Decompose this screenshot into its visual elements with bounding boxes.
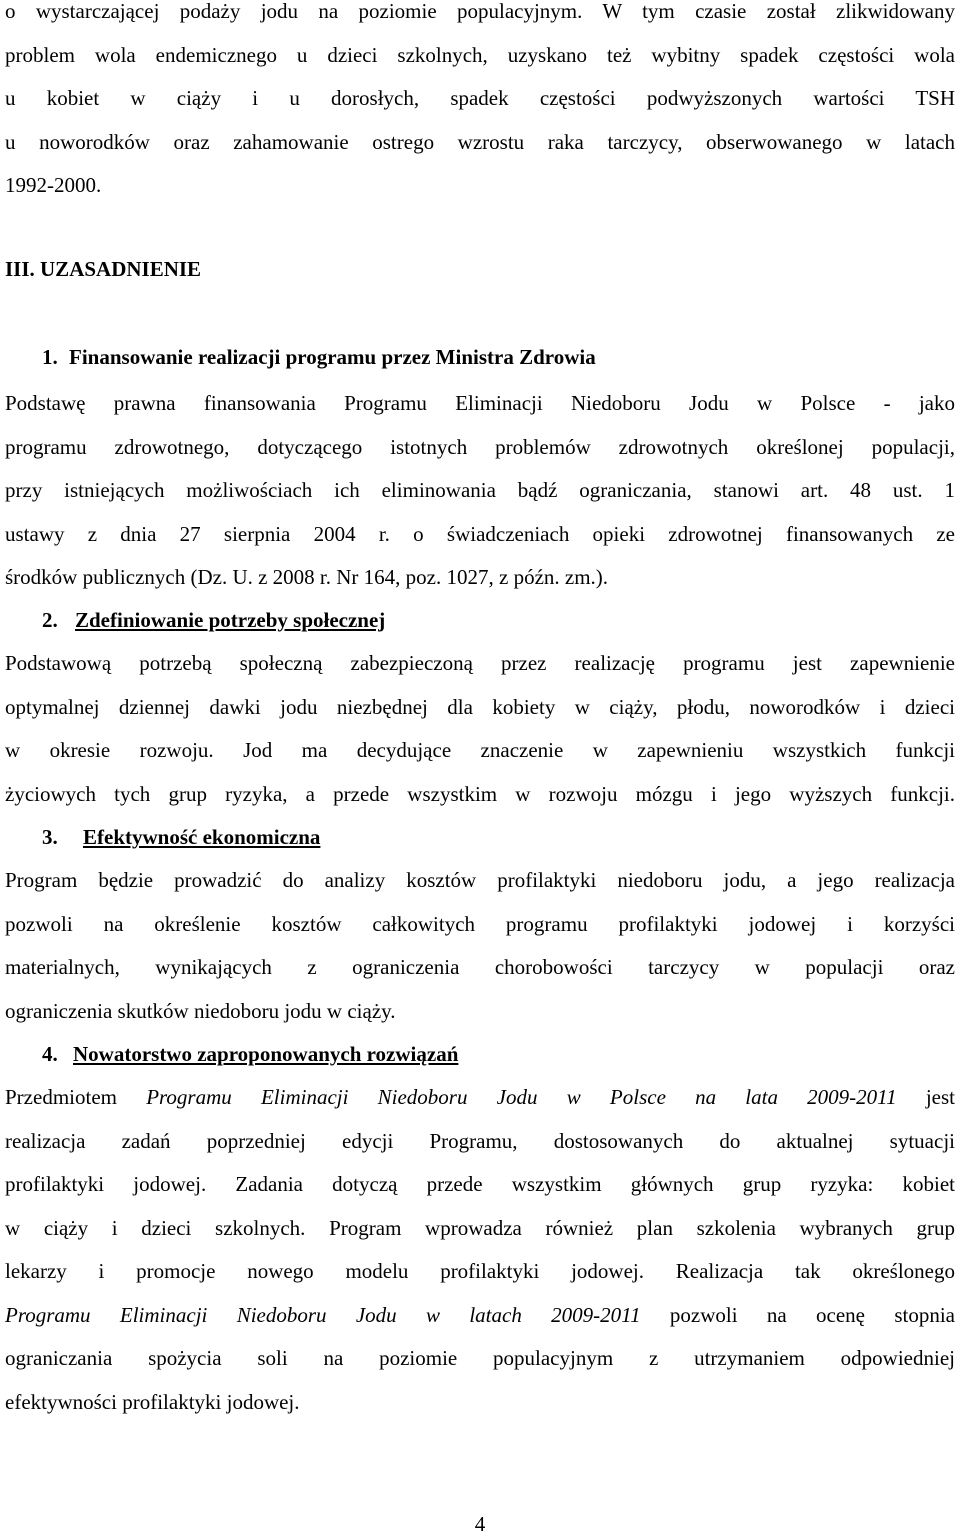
text-line: ograniczania spożycia soli na poziomie populacyjnym z utrzymaniem odpowiedniej [5, 1346, 955, 1370]
text-line: problem wola endemicznego u dzieci szkolnych, uzyskano też wybitny spadek częstości wola [5, 42, 955, 67]
section-1-heading [42, 345, 596, 370]
text-fragment: jest [896, 1085, 955, 1109]
text-line: Podstawę prawna finansowania Programu Eliminacji Niedoboru Jodu w Polsce - jako [5, 391, 955, 415]
section-1-title: Finansowanie realizacji programu przez Ministra Zdrowia [69, 345, 596, 369]
text-line: o wystarczającej podaży jodu na poziomie populacyjnym. W tym czasie został zlikwidowany [5, 0, 955, 23]
text-line: 1992-2000. [5, 173, 102, 197]
text-line: lekarzy i promocje nowego modelu profilaktyki jodowej. Realizacja tak określonego [5, 1259, 955, 1283]
program-title-italic: Programu Eliminacji Niedoboru Jodu w latach 2009-2011 [5, 1302, 641, 1327]
text-line: u noworodków oraz zahamowanie ostrego wzrostu raka tarczycy, obserwowanego w latach [5, 129, 955, 154]
text-line [5, 1076, 955, 1120]
text-line: u kobiet w ciąży i u dorosłych, spadek częstości podwyższonych wartości TSH [5, 86, 955, 110]
text-line: optymalnej dziennej dawki jodu niezbędnej dla kobiety w ciąży, płodu, noworodków i dzieci [5, 694, 955, 719]
page-number: 4 [474, 1512, 486, 1536]
chapter-heading: III. UZASADNIENIE [5, 257, 202, 281]
text-line: ograniczenia skutków niedoboru jodu w ciąży. [5, 998, 396, 1023]
section-2-heading [42, 608, 385, 633]
section-3-number: 3. [42, 825, 58, 849]
section-2-number: 2. [42, 608, 58, 632]
text-line: przy istniejących możliwościach ich eliminowania bądź ograniczania, stanowi art. 48 ust. 1 [5, 478, 955, 502]
text-line: Program będzie prowadzić do analizy kosztów profilaktyki niedoboru jodu, a jego realizacja [5, 868, 955, 892]
text-line: w ciąży i dzieci szkolnych. Program wprowadza również plan szkolenia wybranych grup [5, 1215, 955, 1240]
section-4-title: Nowatorstwo zaproponowanych rozwiązań [73, 1042, 459, 1066]
text-line: pozwoli na określenie kosztów całkowitych programu profilaktyki jodowej i korzyści [5, 911, 955, 936]
intro-paragraph [5, 0, 955, 208]
section-2-title: Zdefiniowanie potrzeby społecznej [75, 608, 386, 632]
section-4-heading [42, 1042, 458, 1067]
text-fragment: Przedmiotem [5, 1085, 147, 1109]
section-1-body [5, 382, 955, 600]
text-line: życiowych tych grup ryzyka, a przede wszystkim w rozwoju mózgu i jego wyższych funkcji. [5, 781, 955, 806]
section-4-body [5, 1076, 955, 1424]
program-title-italic: Programu Eliminacji Niedoboru Jodu w Polsce na lata 2009-2011 [146, 1085, 897, 1109]
text-line [5, 1294, 955, 1338]
text-line: profilaktyki jodowej. Zadania dotyczą przede wszystkim głównych grup ryzyka: kobiet [5, 1172, 955, 1196]
text-line: ustawy z dnia 27 sierpnia 2004 r. o świadczeniach opieki zdrowotnej finansowanych ze [5, 521, 955, 546]
text-line: realizacja zadań poprzedniej edycji Programu, dostosowanych do aktualnej sytuacji [5, 1128, 955, 1153]
text-line: programu zdrowotnego, dotyczącego istotnych problemów zdrowotnych określonej populacji, [5, 434, 955, 459]
text-line: materialnych, wynikających z ograniczenia chorobowości tarczycy w populacji oraz [5, 955, 955, 979]
text-line: środków publicznych (Dz. U. z 2008 r. Nr 164, poz. 1027, z późn. zm.). [5, 565, 609, 589]
text-line: Podstawową potrzebą społeczną zabezpieczoną przez realizację programu jest zapewnienie [5, 651, 955, 675]
section-2-body [5, 642, 955, 816]
text-line: efektywności profilaktyki jodowej. [5, 1389, 300, 1414]
section-3-body [5, 859, 955, 1033]
section-3-title: Efektywność ekonomiczna [83, 825, 321, 849]
text-fragment: pozwoli na ocenę stopnia [640, 1302, 955, 1327]
section-3-heading [42, 825, 320, 850]
text-line: w okresie rozwoju. Jod ma decydujące znaczenie w zapewnieniu wszystkich funkcji [5, 738, 955, 762]
section-1-number: 1. [42, 345, 58, 369]
section-4-number: 4. [42, 1042, 58, 1066]
